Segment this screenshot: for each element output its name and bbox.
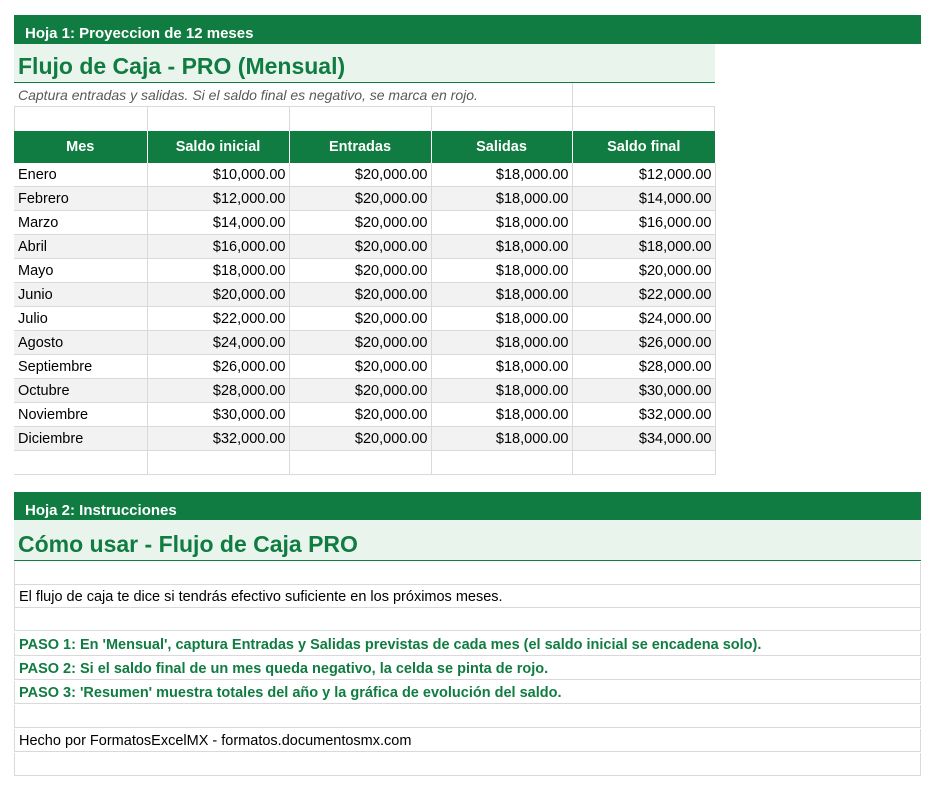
cell-salidas[interactable]: $18,000.00 xyxy=(431,211,572,235)
gridline xyxy=(289,107,290,131)
cell-entradas[interactable]: $20,000.00 xyxy=(289,307,431,331)
step-1-text: PASO 1: En 'Mensual', captura Entradas y Salidas previstas de cada mes (el saldo inicial se encadena solo). xyxy=(19,637,762,653)
cell-saldo-inicial[interactable]: $30,000.00 xyxy=(147,403,289,427)
cell-saldo-inicial[interactable]: $18,000.00 xyxy=(147,259,289,283)
cell-mes[interactable]: Julio xyxy=(14,307,147,331)
cell-entradas[interactable]: $20,000.00 xyxy=(289,427,431,451)
cell-mes[interactable]: Enero xyxy=(14,163,147,187)
cell-saldo-inicial[interactable]: $10,000.00 xyxy=(147,163,289,187)
empty-row xyxy=(14,451,715,475)
table-row xyxy=(14,163,715,187)
cell-entradas[interactable]: $20,000.00 xyxy=(289,283,431,307)
step-1-row[interactable] xyxy=(14,633,921,656)
cell-entradas[interactable]: $20,000.00 xyxy=(289,379,431,403)
cell-saldo-final[interactable]: $16,000.00 xyxy=(572,211,715,235)
cell-saldo-final[interactable]: $24,000.00 xyxy=(572,307,715,331)
intro-row[interactable] xyxy=(14,585,921,608)
cell-mes[interactable]: Noviembre xyxy=(14,403,147,427)
table-row xyxy=(14,187,715,211)
empty-row[interactable] xyxy=(14,608,921,631)
table-row xyxy=(14,211,715,235)
table-row xyxy=(14,403,715,427)
cell-saldo-final[interactable]: $14,000.00 xyxy=(572,187,715,211)
cell-mes[interactable]: Junio xyxy=(14,283,147,307)
cell-mes[interactable]: Abril xyxy=(14,235,147,259)
cell-salidas[interactable]: $18,000.00 xyxy=(431,163,572,187)
cell-saldo-inicial[interactable]: $12,000.00 xyxy=(147,187,289,211)
cell-salidas[interactable]: $18,000.00 xyxy=(431,331,572,355)
cell-mes[interactable]: Diciembre xyxy=(14,427,147,451)
cell-entradas[interactable]: $20,000.00 xyxy=(289,211,431,235)
cell-salidas[interactable]: $18,000.00 xyxy=(431,427,572,451)
cell-salidas[interactable]: $18,000.00 xyxy=(431,379,572,403)
footer-text: Hecho por FormatosExcelMX - formatos.documentosmx.com xyxy=(19,733,412,749)
cell-saldo-inicial[interactable]: $20,000.00 xyxy=(147,283,289,307)
cell-entradas[interactable]: $20,000.00 xyxy=(289,187,431,211)
cell-mes[interactable]: Octubre xyxy=(14,379,147,403)
table-row xyxy=(14,379,715,403)
cell-salidas[interactable]: $18,000.00 xyxy=(431,259,572,283)
cell-entradas[interactable]: $20,000.00 xyxy=(289,331,431,355)
gridline xyxy=(14,107,15,131)
empty-cell[interactable] xyxy=(572,451,715,475)
column-header-mes[interactable]: Mes xyxy=(14,131,147,163)
intro-text: El flujo de caja te dice si tendrás efectivo suficiente en los próximos meses. xyxy=(19,589,503,605)
cell-saldo-final[interactable]: $28,000.00 xyxy=(572,355,715,379)
table-header-row xyxy=(14,131,715,163)
gridline xyxy=(147,107,148,131)
cell-saldo-final[interactable]: $30,000.00 xyxy=(572,379,715,403)
cell-saldo-final[interactable]: $20,000.00 xyxy=(572,259,715,283)
cell-mes[interactable]: Septiembre xyxy=(14,355,147,379)
cell-entradas[interactable]: $20,000.00 xyxy=(289,403,431,427)
table-row xyxy=(14,331,715,355)
gridline xyxy=(431,107,432,131)
table-row xyxy=(14,307,715,331)
table-row xyxy=(14,427,715,451)
table-row xyxy=(14,259,715,283)
cell-entradas[interactable]: $20,000.00 xyxy=(289,163,431,187)
step-3-text: PASO 3: 'Resumen' muestra totales del año y la gráfica de evolución del saldo. xyxy=(19,685,562,701)
cell-entradas[interactable]: $20,000.00 xyxy=(289,355,431,379)
cell-saldo-final[interactable]: $22,000.00 xyxy=(572,283,715,307)
empty-row[interactable] xyxy=(14,107,715,131)
table-row xyxy=(14,283,715,307)
column-header-salidas[interactable]: Salidas xyxy=(431,131,572,163)
empty-row[interactable] xyxy=(14,562,921,585)
cell-saldo-final[interactable]: $12,000.00 xyxy=(572,163,715,187)
cell-saldo-inicial[interactable]: $32,000.00 xyxy=(147,427,289,451)
sheet-2-title: Cómo usar - Flujo de Caja PRO xyxy=(14,520,921,561)
table-body xyxy=(14,163,715,475)
cell-salidas[interactable]: $18,000.00 xyxy=(431,403,572,427)
sheet-1-subtitle[interactable] xyxy=(14,83,715,107)
cell-salidas[interactable]: $18,000.00 xyxy=(431,355,572,379)
cell-saldo-final[interactable]: $18,000.00 xyxy=(572,235,715,259)
empty-cell[interactable] xyxy=(431,451,572,475)
cash-flow-table xyxy=(14,131,716,475)
cell-saldo-inicial[interactable]: $24,000.00 xyxy=(147,331,289,355)
step-2-row[interactable] xyxy=(14,657,921,680)
empty-cell[interactable] xyxy=(289,451,431,475)
column-header-entradas[interactable]: Entradas xyxy=(289,131,431,163)
empty-row[interactable] xyxy=(14,705,921,728)
cell-saldo-inicial[interactable]: $28,000.00 xyxy=(147,379,289,403)
step-3-row[interactable] xyxy=(14,681,921,704)
table-row xyxy=(14,235,715,259)
step-2-text: PASO 2: Si el saldo final de un mes queda negativo, la celda se pinta de rojo. xyxy=(19,661,549,677)
empty-row[interactable] xyxy=(14,753,921,776)
cell-mes[interactable]: Marzo xyxy=(14,211,147,235)
cell-saldo-final[interactable]: $32,000.00 xyxy=(572,403,715,427)
cell-mes[interactable]: Agosto xyxy=(14,331,147,355)
sheet-1-label[interactable]: Hoja 1: Proyeccion de 12 meses xyxy=(14,15,921,44)
empty-cell[interactable] xyxy=(14,451,147,475)
gridline xyxy=(572,83,573,107)
cell-salidas[interactable]: $18,000.00 xyxy=(431,235,572,259)
cell-saldo-final[interactable]: $34,000.00 xyxy=(572,427,715,451)
cell-salidas[interactable]: $18,000.00 xyxy=(431,307,572,331)
column-header-saldo-final[interactable]: Saldo final xyxy=(572,131,715,163)
cell-mes[interactable]: Mayo xyxy=(14,259,147,283)
footer-row[interactable] xyxy=(14,729,921,752)
cell-saldo-inicial[interactable]: $14,000.00 xyxy=(147,211,289,235)
cell-mes[interactable]: Febrero xyxy=(14,187,147,211)
sheet-2-label[interactable]: Hoja 2: Instrucciones xyxy=(14,492,921,520)
gridline xyxy=(714,107,715,131)
table-row xyxy=(14,355,715,379)
empty-cell[interactable] xyxy=(147,451,289,475)
cell-entradas[interactable]: $20,000.00 xyxy=(289,235,431,259)
gridline xyxy=(572,107,573,131)
subtitle-text: Captura entradas y salidas. Si el saldo final es negativo, se marca en rojo. xyxy=(18,87,478,103)
column-header-saldo-inicial[interactable]: Saldo inicial xyxy=(147,131,289,163)
cell-saldo-inicial[interactable]: $26,000.00 xyxy=(147,355,289,379)
cell-salidas[interactable]: $18,000.00 xyxy=(431,283,572,307)
cell-saldo-inicial[interactable]: $22,000.00 xyxy=(147,307,289,331)
sheet-1-title: Flujo de Caja - PRO (Mensual) xyxy=(14,44,715,83)
cell-entradas[interactable]: $20,000.00 xyxy=(289,259,431,283)
cell-saldo-inicial[interactable]: $16,000.00 xyxy=(147,235,289,259)
cell-salidas[interactable]: $18,000.00 xyxy=(431,187,572,211)
cell-saldo-final[interactable]: $26,000.00 xyxy=(572,331,715,355)
